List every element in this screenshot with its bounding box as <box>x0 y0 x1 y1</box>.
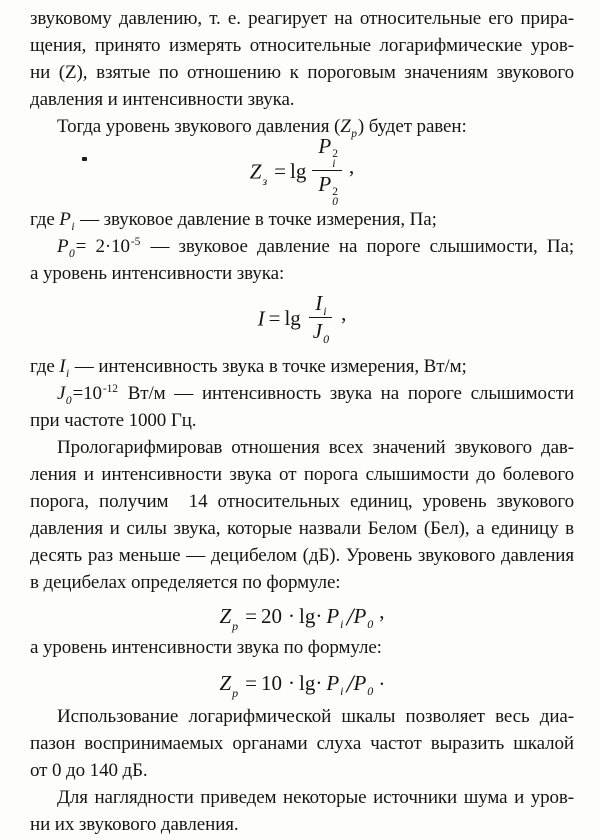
math-subscript: i <box>323 303 327 318</box>
text-run: Тогда уровень звукового давления ( <box>57 116 341 137</box>
log-operator: lg <box>290 158 307 183</box>
text-line: Для наглядности приведем некоторые источники шума и уров- <box>57 787 574 808</box>
text-line <box>30 353 574 380</box>
text-run: ) будет равен: <box>357 116 467 137</box>
math-subscript: p <box>351 128 357 140</box>
text-line <box>30 206 574 233</box>
fraction <box>307 291 334 344</box>
text-line: ления и интенсивности звука от порога слышимости до болевого <box>30 464 574 485</box>
stray-ink-mark <box>82 157 87 161</box>
text-run: Вт/м — интенсивность звука на пороге слышимости <box>118 383 574 404</box>
text-line: давления и силы звука, которые назвали Белом (Бел), а единицу в <box>30 518 574 539</box>
text-line: щения, принято измерять относительные логарифмические уров- <box>30 35 574 56</box>
math-variable: Z <box>219 670 232 695</box>
formula-content <box>219 599 384 632</box>
text-line: Использование логарифмической шкалы позволяет весь диа- <box>57 706 574 727</box>
division-slash: / <box>346 603 354 631</box>
text-run: — звуковое давление на пороге слышимости, Па; <box>141 236 574 257</box>
math-variable: Z <box>340 116 351 137</box>
log-operator: lg· <box>299 670 323 695</box>
multiplication-dot: · <box>288 603 295 628</box>
equals-sign: = <box>245 603 257 628</box>
text-run: где <box>30 209 60 230</box>
math-variable: I <box>59 356 66 377</box>
math-variable: I <box>315 290 323 315</box>
text-line: а уровень интенсивности звука по формуле: <box>30 637 382 658</box>
text-run: — звуковое давление в точке измерения, Па; <box>75 209 437 230</box>
math-subscript: 0 <box>323 331 330 346</box>
math-subscript: i <box>66 368 70 380</box>
text-run: =10 <box>72 383 102 404</box>
text-line <box>30 233 574 260</box>
math-variable: P <box>57 236 69 257</box>
math-subscript: i <box>332 157 336 170</box>
math-variable: P <box>326 603 340 628</box>
math-variable: Z <box>219 603 232 628</box>
formula-punctuation: , <box>348 153 355 178</box>
math-subscript: p <box>232 618 239 633</box>
math-subscript: 0 <box>332 195 338 208</box>
text-line: в децибелах определяется по формуле: <box>30 572 341 593</box>
text-line: Прологарифмировав отношения всех значений звукового дав- <box>57 437 574 458</box>
math-subscript: 0 <box>367 616 374 631</box>
fraction <box>312 134 342 207</box>
fraction-denominator <box>307 318 334 344</box>
math-superscript: 2 <box>332 185 338 198</box>
formula-content <box>257 290 347 347</box>
formula-intensity-level <box>30 287 574 353</box>
formula-pressure-level-decibels <box>30 596 574 634</box>
math-subscript: 0 <box>367 683 374 698</box>
fraction-numerator <box>309 291 331 318</box>
division-slash: / <box>346 670 354 698</box>
math-subscript: з <box>262 173 268 188</box>
math-subscript: i <box>340 616 344 631</box>
formula-pressure-level-log-squared <box>30 133 574 208</box>
text-line: при частоте 1000 Гц. <box>30 410 197 431</box>
fraction-denominator <box>312 171 342 207</box>
math-subscript: i <box>340 683 344 698</box>
text-line: ни (Z), взятые по отношению к пороговым значениям звукового <box>30 62 574 83</box>
sub-sup-stack <box>332 187 338 207</box>
math-superscript: -5 <box>130 236 141 248</box>
math-superscript: -12 <box>102 383 118 395</box>
math-subscript: 0 <box>69 248 75 260</box>
log-operator: lg <box>284 305 301 330</box>
math-variable: Z <box>249 158 262 183</box>
math-subscript: 0 <box>65 395 72 407</box>
fraction-numerator <box>312 134 342 171</box>
equals-sign: = <box>274 158 287 183</box>
coefficient: 10 <box>261 670 282 695</box>
formula-punctuation: , <box>341 300 347 325</box>
math-variable: P <box>353 670 367 695</box>
equals-sign: = <box>268 305 281 330</box>
math-variable: P <box>353 603 367 628</box>
multiplication-dot: · <box>288 670 295 695</box>
math-variable: I <box>257 305 265 330</box>
formula-intensity-level-decibels <box>30 661 574 703</box>
equals-sign: = <box>245 670 257 695</box>
math-subscript: p <box>232 685 239 700</box>
sub-sup-stack <box>332 149 338 169</box>
math-variable: J <box>57 383 66 404</box>
coefficient: 20 <box>261 603 282 628</box>
text-run: — интенсивность звука в точке измерения, Вт/м; <box>70 356 467 377</box>
text-line: от 0 до 140 дБ. <box>30 760 148 781</box>
math-subscript: i <box>71 221 75 233</box>
math-variable: P <box>318 133 332 158</box>
text-line: ни их звукового давления. <box>30 814 239 835</box>
text-run: = 2·10 <box>75 236 130 257</box>
math-variable: P <box>318 171 332 196</box>
math-superscript: 2 <box>332 147 338 160</box>
text-line: а уровень интенсивности звука: <box>30 263 285 284</box>
formula-punctuation: , <box>379 598 385 623</box>
formula-content <box>219 666 384 699</box>
math-variable: J <box>312 318 323 343</box>
formula-punctuation: . <box>379 665 385 690</box>
formula-content <box>249 133 355 210</box>
text-line: десять раз меньше — децибелом (дБ). Уровень звукового давления <box>30 545 574 566</box>
text-line <box>30 380 574 407</box>
text-line: пазон воспринимаемых органами слуха частот выразить шкалой <box>30 733 574 754</box>
log-operator: lg· <box>299 603 323 628</box>
text-line: давления и интенсивности звука. <box>30 89 295 110</box>
text-run: где <box>30 356 60 377</box>
math-variable: P <box>59 209 71 230</box>
math-variable: P <box>326 670 340 695</box>
text-line: звуковому давлению, т. е. реагирует на относительные его прира- <box>30 8 574 29</box>
text-line: порога, получим 14 относительных единиц, уровень звукового <box>30 491 574 512</box>
